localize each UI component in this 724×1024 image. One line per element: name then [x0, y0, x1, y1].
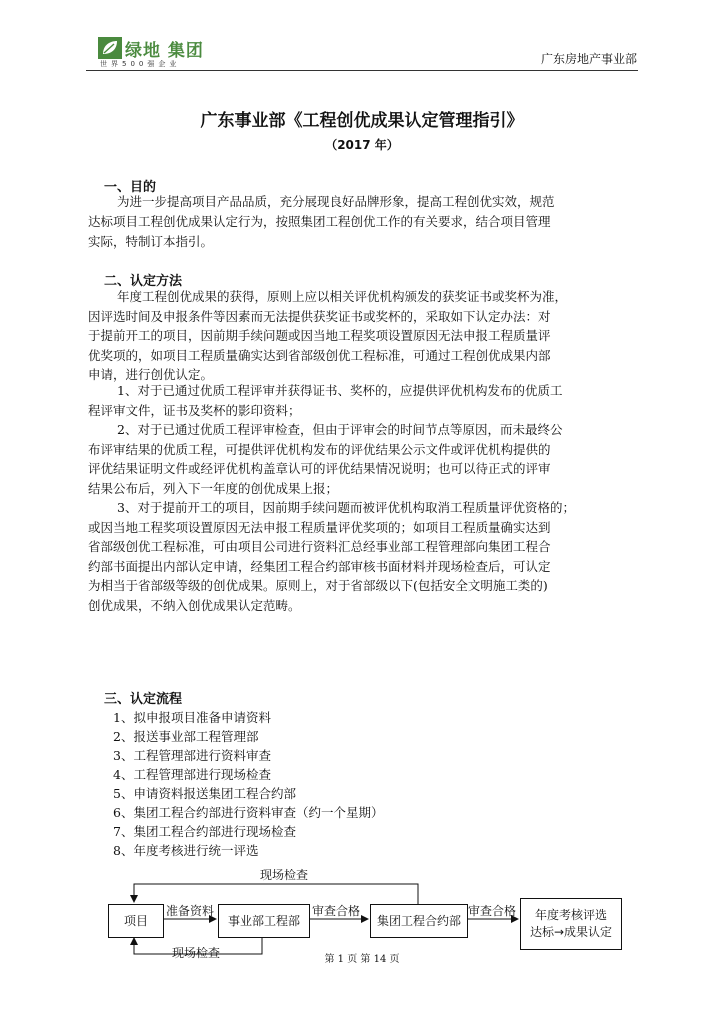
- process-step: 1、拟申报项目准备申请资料: [113, 710, 271, 725]
- paragraph-line: 申请，进行创优认定。: [88, 367, 214, 382]
- paragraph-line: 为进一步提高项目产品品质，充分展现良好品牌形象，提高工程创优实效，规范: [117, 194, 555, 209]
- process-step: 7、集团工程合约部进行现场检查: [113, 824, 296, 839]
- paragraph-line: 程评审文件，证书及奖杯的影印资料；: [88, 403, 301, 418]
- label-prepare-materials: 准备资料: [166, 904, 215, 918]
- paragraph-line: 创优成果，不纳入创优成果认定范畴。: [88, 598, 301, 613]
- paragraph-line: 达标项目工程创优成果认定行为，按照集团工程创优工作的有关要求，结合项目管理: [88, 214, 551, 229]
- page-header: [0, 0, 724, 72]
- logo-text: 绿地 集团: [125, 41, 204, 61]
- header-divider: [86, 70, 638, 71]
- box-group-contract-dept: [370, 904, 468, 938]
- annual-evaluation-line2: 达标→成果认定: [529, 925, 613, 939]
- paragraph-line: 2、对于已通过优质工程评审检查，但由于评审会的时间节点等原因，而未最终公: [117, 422, 563, 437]
- paragraph-line: 约部书面提出内部认定申请，经集团工程合约部审核书面材料并现场检查后，可认定: [88, 559, 551, 574]
- paragraph-line: 于提前开工的项目，因前期手续问题或因当地工程奖项设置原因无法申报工程质量评: [88, 328, 551, 343]
- paragraph-line: 年度工程创优成果的获得，原则上应以相关评优机构颁发的获奖证书或奖杯为准，: [117, 289, 568, 304]
- paragraph-line: 省部级创优工程标准，可由项目公司进行资料汇总经事业部工程管理部向集团工程合: [88, 539, 551, 554]
- paragraph-line: 结果公布后，列入下一年度的创优成果上报；: [88, 481, 339, 496]
- section-heading-method: 二、认定方法: [104, 274, 183, 289]
- process-step: 4、工程管理部进行现场检查: [113, 767, 271, 782]
- process-step: 3、工程管理部进行资料审查: [113, 748, 271, 763]
- annual-evaluation-line1: 年度考核评选: [534, 908, 607, 922]
- document-title: 广东事业部《工程创优成果认定管理指引》: [200, 111, 524, 131]
- section-heading-process: 三、认定流程: [104, 692, 183, 707]
- process-step: 5、申请资料报送集团工程合约部: [113, 786, 296, 801]
- box-project: 项目: [108, 904, 164, 938]
- paragraph-line: 布评审结果的优质工程，可提供评优机构发布的评优结果公示文件或评优机构提供的: [88, 442, 551, 457]
- process-step: 2、报送事业部工程管理部: [113, 729, 259, 744]
- label-site-check-top: 现场检查: [260, 868, 309, 882]
- site-check-top-arrow: [134, 884, 418, 904]
- department-name: 广东房地产事业部: [540, 52, 637, 66]
- leaf-logo-icon: [98, 37, 122, 59]
- paragraph-line: 为相当于省部级等级的创优成果。原则上，对于省部级以下(包括安全文明施工类的): [88, 578, 548, 593]
- page-number: 第 1 页 第 14 页: [324, 954, 400, 965]
- paragraph-line: 优奖项的，如项目工程质量确实达到省部级创优工程标准，可通过工程创优成果内部: [88, 348, 551, 363]
- label-review-pass-1: 审查合格: [312, 904, 361, 918]
- paragraph-line: 1、对于已通过优质工程评审并获得证书、奖杯的，应提供评优机构发布的优质工: [117, 383, 563, 398]
- box-annual-evaluation: [520, 898, 622, 950]
- section-heading-purpose: 一、目的: [104, 180, 157, 195]
- label-site-check-bottom: 现场检查: [172, 946, 221, 960]
- logo-slogan: 世界500强企业: [100, 60, 181, 68]
- document-year: （2017 年）: [325, 138, 399, 152]
- paragraph-line: 实际，特制订本指引。: [88, 234, 214, 249]
- process-step: 8、年度考核进行统一评选: [113, 843, 259, 858]
- greenland-logo: [98, 36, 238, 70]
- paragraph-line: 或因当地工程奖项设置原因无法申报工程质量评优奖项的；如项目工程质量确实达到: [88, 520, 551, 535]
- process-step: 6、集团工程合约部进行资料审查（约一个星期）: [113, 805, 384, 820]
- label-review-pass-2: 审查合格: [468, 904, 517, 918]
- box-division-engineering: 事业部工程部: [218, 904, 310, 938]
- box-group-contract-label: 集团工程合约部: [376, 913, 461, 928]
- paragraph-line: 因评选时间及申报条件等因素而无法提供获奖证书或奖杯的，采取如下认定办法：对: [88, 309, 551, 324]
- paragraph-line: 3、对于提前开工的项目，因前期手续问题而被评优机构取消工程质量评优资格的；: [117, 500, 575, 515]
- paragraph-line: 评优结果证明文件或经评优机构盖章认可的评优结果情况说明；也可以待正式的评审: [88, 461, 551, 476]
